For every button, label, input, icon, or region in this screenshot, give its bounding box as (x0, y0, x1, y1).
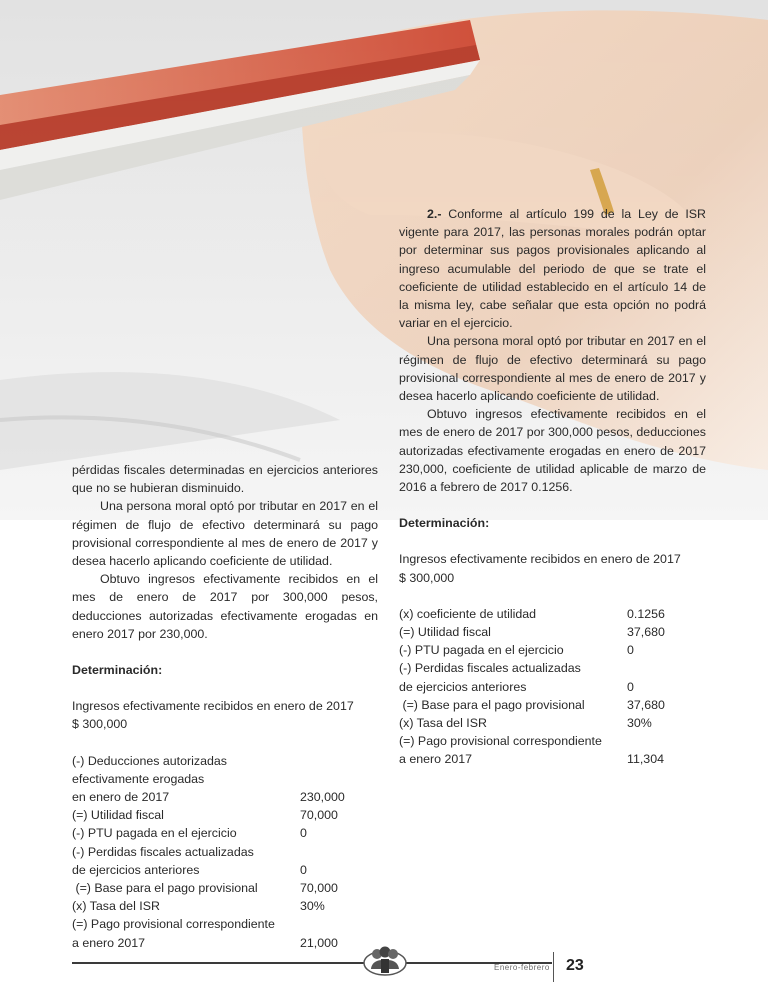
intro-text: Conforme al artículo 199 de la Ley de ISR vigente para 2017, las personas morales podrán optar por determinar sus pagos provisionales aplicando al ingreso acumulable del periodo de que se trate el coeficiente de utilidad establecido en el artículo 14 de la misma ley, cabe señalar que esta opción no podrá variar en el ejercicio. (399, 207, 706, 331)
paragraph: Obtuvo ingresos efectivamente recibidos en el mes de enero de 2017 por 300,000 pesos, deducciones autorizadas efectivamente erogadas en enero 2017 por 230,000. (72, 572, 378, 641)
table-row: (=) Pago provisional correspondiente (399, 734, 602, 749)
table-row: en enero de 2017 230,000 (72, 790, 345, 805)
right-column (399, 205, 706, 769)
calculation-table (72, 752, 378, 952)
table-row: de ejercicios anteriores 0 (72, 862, 307, 877)
table-row: de ejercicios anteriores 0 (399, 679, 634, 694)
page-number: 23 (566, 957, 584, 974)
item-number: 2.- (427, 207, 442, 221)
table-row: (-) PTU pagada en el ejercicio 0 (72, 826, 307, 841)
table-row: a enero 2017 21,000 (72, 935, 338, 950)
footer-separator (553, 952, 554, 982)
paragraph: Una persona moral optó por tributar en 2017 en el régimen de flujo de efectivo determinará su pago provisional correspondiente al mes de enero de 2017 y desea hacerlo aplicando coeficiente de utilidad. (72, 499, 378, 569)
table-row: (=) Base para el pago provisional 70,000 (72, 880, 338, 895)
table-row: (=) Base para el pago provisional 37,680 (399, 697, 665, 712)
calculation-table (399, 605, 706, 769)
table-row: (x) Tasa del ISR 30% (72, 899, 325, 914)
table-row: (=) Utilidad fiscal 37,680 (399, 625, 665, 640)
table-row: (=) Pago provisional correspondiente (72, 917, 275, 932)
income-line: Ingresos efectivamente recibidos en enero de 2017 (399, 552, 681, 567)
table-row: (=) Utilidad fiscal 70,000 (72, 808, 338, 823)
intro-paragraph (399, 205, 706, 332)
left-column (72, 461, 378, 952)
table-row: (-) PTU pagada en el ejercicio 0 (399, 643, 634, 658)
footer-rule (72, 962, 552, 964)
table-row: (x) Tasa del ISR 30% (399, 715, 652, 730)
table-row: (-) Perdidas fiscales actualizadas (72, 844, 254, 859)
table-row: (-) Deducciones autorizadas (72, 753, 227, 768)
publisher-logo-icon (362, 943, 408, 977)
income-line: Ingresos efectivamente recibidos en enero de 2017 (72, 699, 354, 714)
section-heading: Determinación: (399, 516, 490, 531)
paragraph: Obtuvo ingresos efectivamente recibidos en el mes de enero de 2017 por 300,000 pesos, deducciones autorizadas efectivamente erogadas en enero de 2017 230,000, coeficiente de utilidad aplicable de marzo de 2016 a febrero de 2017 0.1256. (399, 407, 706, 495)
table-row: (x) coeficiente de utilidad 0.1256 (399, 606, 665, 621)
income-amount: $ 300,000 (399, 570, 455, 585)
paragraph: pérdidas fiscales determinadas en ejercicios anteriores que no se hubieran disminuido. (72, 463, 378, 496)
section-label: Enero-febrero (494, 963, 550, 972)
table-row: a enero 2017 11,304 (399, 752, 664, 767)
table-row: efectivamente erogadas (72, 771, 205, 786)
paragraph: Una persona moral optó por tributar en 2017 en el régimen de flujo de efectivo determinará su pago provisional correspondiente al mes de enero de 2017 y desea hacerlo aplicando coeficiente de utilidad. (399, 334, 706, 404)
income-amount: $ 300,000 (72, 717, 128, 732)
table-row: (-) Perdidas fiscales actualizadas (399, 661, 581, 676)
section-heading: Determinación: (72, 663, 163, 678)
